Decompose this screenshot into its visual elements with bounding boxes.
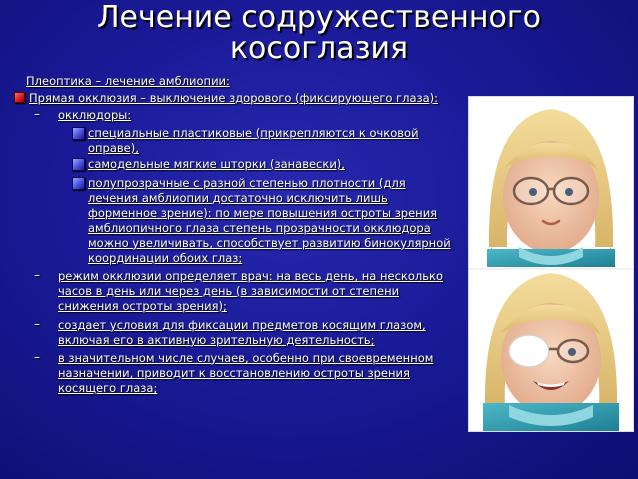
dash-bullet-icon: – bbox=[34, 317, 40, 331]
slide-title-line-2: косоглазия bbox=[229, 31, 409, 66]
point-3-line-3: косящего глаза; bbox=[58, 381, 158, 395]
children-photo-illustration bbox=[469, 97, 633, 431]
slide-title bbox=[0, 2, 638, 64]
point-2-line-1: создает условия для фиксации предметов косящим глазом, bbox=[58, 318, 426, 332]
point-1-line-2: часов в день или через день (в зависимости от степени bbox=[58, 284, 400, 298]
blue-square-bullet-icon bbox=[72, 158, 85, 171]
occluder-item-3-line-6: координации обоих глаз; bbox=[88, 251, 243, 265]
point-3-line-2: назначении, приводит к восстановлению остроты зрения bbox=[58, 366, 410, 380]
dash-bullet-icon: – bbox=[34, 107, 40, 121]
blue-square-bullet-icon bbox=[72, 127, 85, 140]
occluder-item-3-line-1: полупрозрачные с разной степенью плотности (для bbox=[88, 176, 406, 190]
occluders-label: окклюдоры: bbox=[58, 108, 132, 122]
occluder-item-2-line-1: самодельные мягкие шторки (занавески), bbox=[88, 157, 345, 171]
slide-title-line-1: Лечение содружественного bbox=[97, 0, 541, 35]
occluder-item-3-line-5: можно увеличивать, способствует развитию бинокулярной bbox=[88, 236, 451, 250]
occluder-item-3-line-4: амблиопичного глаза степень прозрачности окклюдора bbox=[88, 221, 431, 235]
occluder-item-3-line-3: форменное зрение): по мере повышения остроты зрения bbox=[88, 206, 438, 220]
point-2-line-2: включая его в активную зрительную деятельность; bbox=[58, 333, 375, 347]
children-photo bbox=[468, 96, 634, 432]
point-3-line-1: в значительном числе случаев, особенно при своевременном bbox=[58, 351, 434, 365]
intro-line: Плеоптика – лечение амблиопии: bbox=[26, 74, 230, 88]
child-with-glasses bbox=[487, 109, 615, 267]
occluder-item-3-line-2: лечения амблиопии достаточно исключить лишь bbox=[88, 191, 388, 205]
red-square-bullet-icon bbox=[14, 92, 25, 103]
dash-bullet-icon: – bbox=[34, 268, 40, 282]
occluder-item-1-line-1: специальные пластиковые (прикрепляются к очковой bbox=[88, 126, 419, 140]
child-with-eye-patch bbox=[483, 273, 619, 431]
blue-square-bullet-icon bbox=[72, 177, 85, 190]
point-1-line-1: режим окклюзии определяет врач: на весь день, на несколько bbox=[58, 269, 444, 283]
dash-bullet-icon: – bbox=[34, 350, 40, 364]
point-1-line-3: снижения остроты зрения); bbox=[58, 299, 227, 313]
occluder-item-1-line-2: оправе), bbox=[88, 141, 139, 155]
main-point-line: Прямая окклюзия – выключение здорового (фиксирующего глаза): bbox=[29, 91, 439, 105]
